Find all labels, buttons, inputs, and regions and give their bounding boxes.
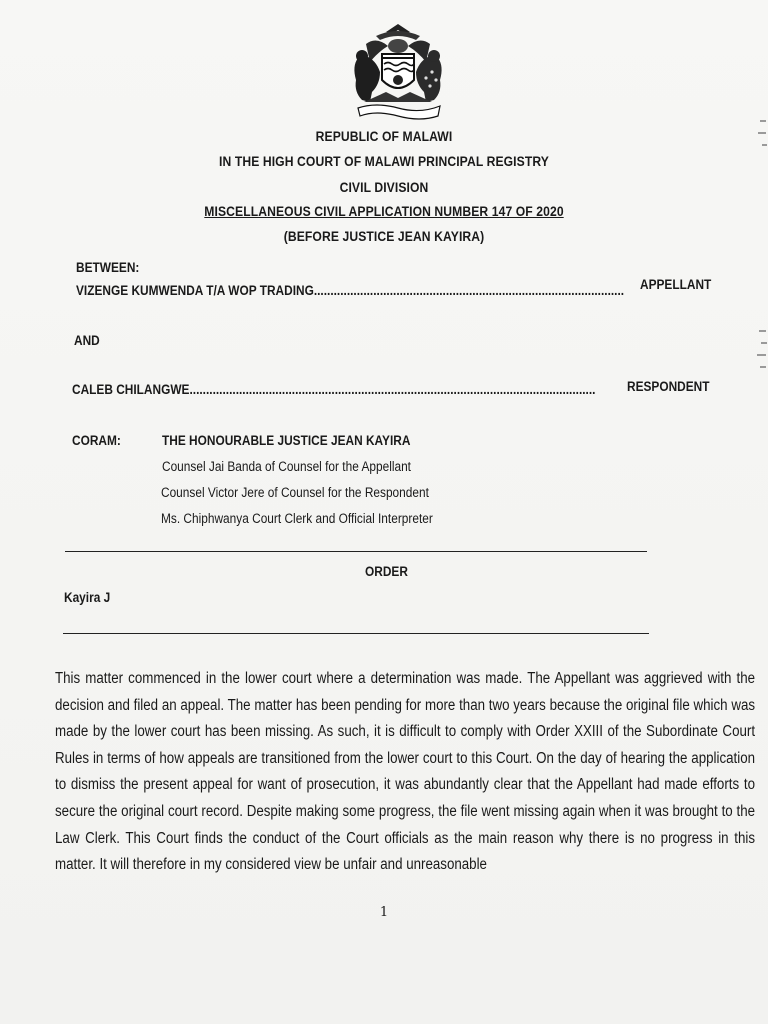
divider-top [65, 551, 647, 552]
respondent-name [72, 382, 595, 397]
appellant-role: APPELLANT [640, 277, 712, 292]
header-division: CIVIL DIVISION [339, 180, 429, 195]
page-number: 1 [379, 905, 389, 920]
respondent-role: RESPONDENT [627, 379, 710, 394]
coram-counsel-respondent: Counsel Victor Jere of Counsel for the Respondent [161, 485, 429, 500]
between-label: BETWEEN: [76, 260, 140, 275]
header-before-justice: (BEFORE JUSTICE JEAN KAYIRA) [283, 229, 485, 244]
header-republic: REPUBLIC OF MALAWI [315, 129, 453, 144]
scan-edge-marks [738, 80, 768, 400]
coat-of-arms-emblem [336, 22, 460, 122]
and-label: AND [74, 333, 100, 348]
order-body-text: This matter commenced in the lower court where a determination was made. The Appellant was aggrieved with the decision and filed an appeal. The matter has been pending for more than two years because the original file which was made by the lower court has been missing. As such, it is difficult to comply with Order XXIII of the Subordinate Court Rules in terms of how appeals are transitioned from the lower court to this Court. On the day of hearing the application to dismiss the present appeal for want of prosecution, it was abundantly clear that the Appellant had made efforts to secure the original court record. Despite making some progress, the file went missing again when it was brought to the Law Clerk. This Court finds the conduct of the Court officials as the main reason why there is no progress in this matter. It will therefore in my considered view be unfair and unreasonable [55, 670, 756, 874]
coram-clerk: Ms. Chiphwanya Court Clerk and Official Interpreter [161, 511, 433, 526]
appellant-name [76, 283, 624, 298]
respondent-dots: ........................................................................................................................... [189, 382, 596, 397]
divider-bottom [63, 633, 649, 634]
appellant-name-text: VIZENGE KUMWENDA T/A WOP TRADING [76, 283, 314, 298]
coram-judge: THE HONOURABLE JUSTICE JEAN KAYIRA [162, 433, 411, 448]
header-court: IN THE HIGH COURT OF MALAWI PRINCIPAL REGISTRY [219, 154, 549, 169]
header-case-number: MISCELLANEOUS CIVIL APPLICATION NUMBER 147 OF 2020 [204, 204, 564, 219]
order-title: ORDER [365, 564, 408, 579]
order-body-paragraph [55, 666, 755, 879]
coram-counsel-appellant: Counsel Jai Banda of Counsel for the Appellant [162, 459, 411, 474]
appellant-dots: .............................................................................................. [313, 283, 625, 298]
order-author: Kayira J [64, 590, 111, 605]
respondent-name-text: CALEB CHILANGWE [72, 382, 190, 397]
coram-label: CORAM: [72, 433, 121, 448]
